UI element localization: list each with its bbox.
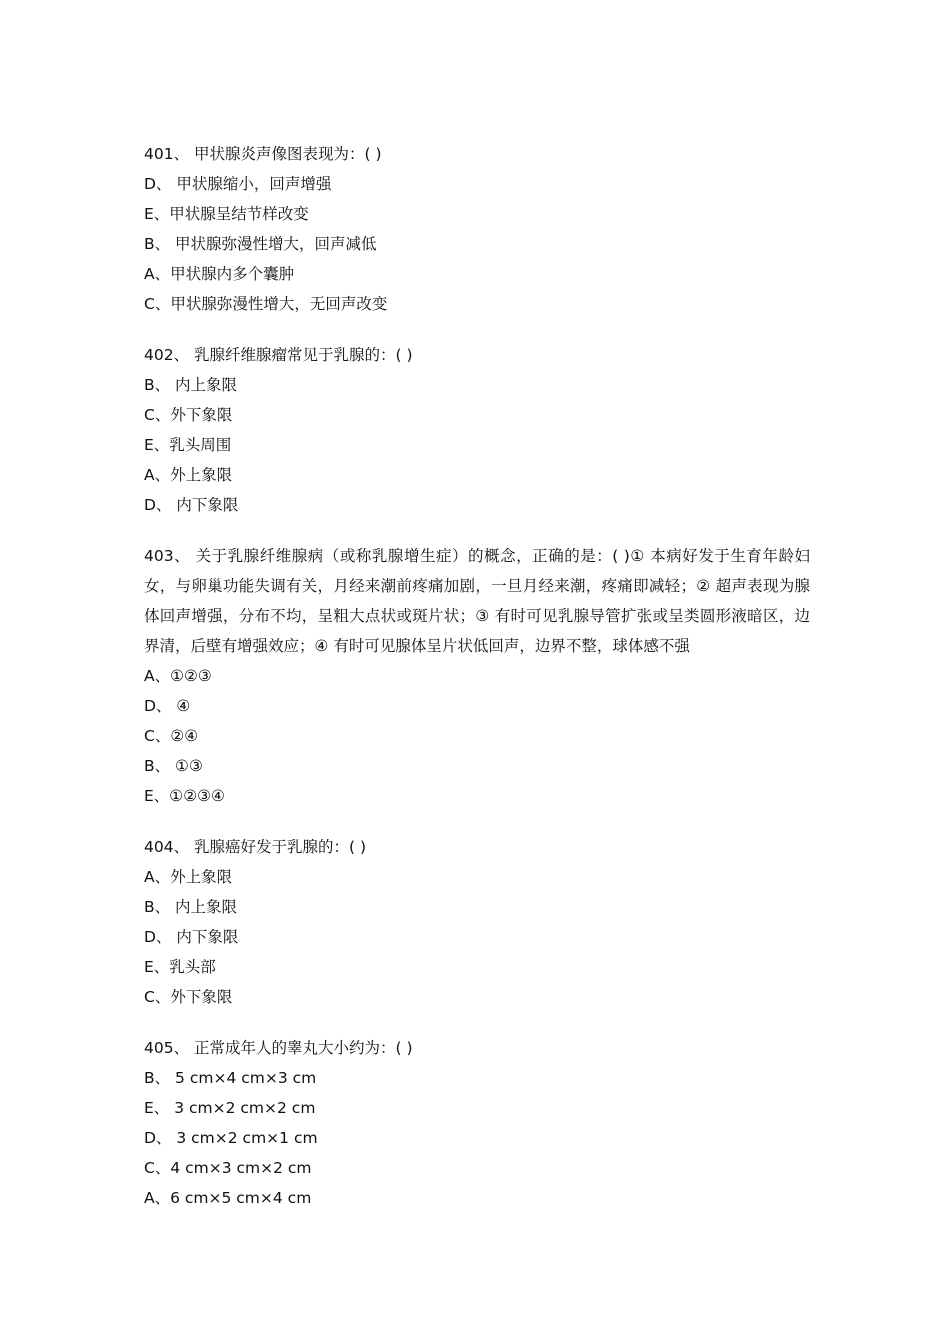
- answer-option: D、 甲状腺缩小，回声增强: [144, 175, 332, 193]
- answer-option: E、甲状腺呈结节样改变: [144, 205, 309, 223]
- answer-option: C、4 cm×3 cm×2 cm: [144, 1159, 312, 1177]
- answer-option: D、 内下象限: [144, 928, 239, 946]
- question-402: [144, 340, 810, 520]
- answer-option: E、乳头周围: [144, 436, 232, 454]
- answer-option: A、外上象限: [144, 466, 233, 484]
- answer-option: B、 ①③: [144, 757, 203, 775]
- answer-option: B、 5 cm×4 cm×3 cm: [144, 1069, 317, 1087]
- answer-option: E、 3 cm×2 cm×2 cm: [144, 1099, 316, 1117]
- answer-option: B、 内上象限: [144, 376, 238, 394]
- answer-option: E、①②③④: [144, 787, 225, 805]
- question-stem: 404、 乳腺癌好发于乳腺的：( ): [144, 838, 367, 856]
- answer-option: D、 内下象限: [144, 496, 239, 514]
- answer-option: D、 ④: [144, 697, 191, 715]
- answer-option: A、①②③: [144, 667, 212, 685]
- question-stem: 402、 乳腺纤维腺瘤常见于乳腺的：( ): [144, 346, 413, 364]
- answer-option: C、外下象限: [144, 988, 233, 1006]
- answer-option: A、甲状腺内多个囊肿: [144, 265, 295, 283]
- answer-option: C、外下象限: [144, 406, 233, 424]
- answer-option: B、 甲状腺弥漫性增大，回声减低: [144, 235, 377, 253]
- answer-option: C、②④: [144, 727, 199, 745]
- question-403: [144, 541, 810, 811]
- answer-option: A、6 cm×5 cm×4 cm: [144, 1189, 312, 1207]
- question-list: [144, 139, 810, 1234]
- question-stem: 403、 关于乳腺纤维腺病（或称乳腺增生症）的概念，正确的是：( )① 本病好发于生育年龄妇女，与卵巢功能失调有关，月经来潮前疼痛加剧，一旦月经来潮，疼痛即减轻；② 超声表现为腺体回声增强，分布不均，呈粗大点状或斑片状；③ 有时可见乳腺导管扩张或呈类圆形液暗区，边界清，后壁有增强效应；④ 有时可见腺体呈片状低回声，边界不整，球体感不强: [144, 547, 810, 655]
- answer-option: E、乳头部: [144, 958, 216, 976]
- answer-option: C、甲状腺弥漫性增大，无回声改变: [144, 295, 388, 313]
- question-404: [144, 832, 810, 1012]
- answer-option: B、 内上象限: [144, 898, 238, 916]
- answer-option: A、外上象限: [144, 868, 233, 886]
- question-401: [144, 139, 810, 319]
- answer-option: D、 3 cm×2 cm×1 cm: [144, 1129, 318, 1147]
- question-stem: 405、 正常成年人的睾丸大小约为：( ): [144, 1039, 413, 1057]
- question-405: [144, 1033, 810, 1213]
- question-stem: 401、 甲状腺炎声像图表现为：( ): [144, 145, 382, 163]
